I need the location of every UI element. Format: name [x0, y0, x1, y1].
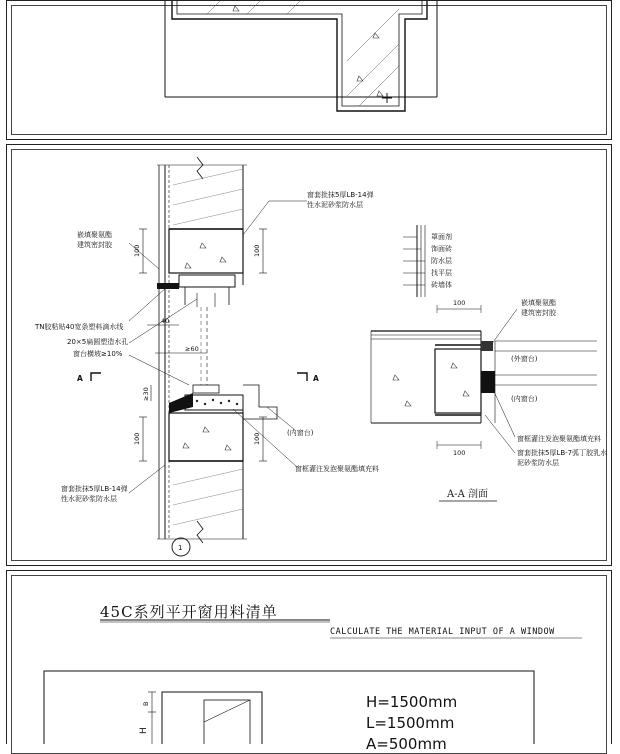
- label-paste-bottom: 窗套批抹5厚LB-14弹: [61, 485, 128, 493]
- section-title: A-A 剖面: [447, 489, 489, 500]
- section-paste-note2: 泥砂浆防水层: [517, 459, 559, 467]
- section-layer-5: 砖墙体: [431, 281, 452, 289]
- top-drawing-panel: [6, 0, 612, 140]
- dim-100-upper-left: 100: [133, 244, 141, 257]
- detail-number: 1: [178, 544, 183, 552]
- dim-100-lower-left: 100: [133, 432, 141, 445]
- axis-b-label: B: [142, 701, 150, 706]
- spec-a: A=500mm: [366, 735, 447, 753]
- section-layer-4: 找平层: [431, 269, 452, 277]
- label-paste-bottom2: 性水泥砂浆防水层: [61, 495, 117, 503]
- material-panel: [6, 570, 612, 744]
- material-title-en: CALCULATE THE MATERIAL INPUT OF A WINDOW: [330, 627, 555, 637]
- section-embed-seal2: 建筑密封胶: [521, 309, 556, 317]
- section-dim-top: 100: [453, 299, 466, 307]
- dim-40: 40: [161, 317, 170, 325]
- detail-drawing-svg: [7, 145, 613, 567]
- label-paste-top: 窗套批抹5厚LB-14弹: [307, 191, 374, 199]
- section-mark-a-left: A: [77, 374, 83, 383]
- section-layer-1: 罩面剂: [431, 233, 452, 241]
- top-drawing-svg: [7, 1, 613, 141]
- dim-100-upper-right: 100: [253, 244, 261, 257]
- section-paste-note: 窗套批抹5厚LB-7弧丁胶乳水: [517, 449, 608, 457]
- spec-length: L=1500mm: [366, 714, 455, 732]
- label-embed-seal2: 建筑密封胶: [77, 241, 112, 249]
- dim-100-lower-right: 100: [253, 432, 261, 445]
- spec-height: H=1500mm: [366, 693, 458, 711]
- label-sill-slope: 窗台横坡≥10%: [73, 350, 123, 358]
- label-tn-paste: TN胶粘贴40宽条塑料滴水线: [35, 323, 124, 331]
- section-outer-sill: (外窗台): [511, 355, 538, 363]
- section-dim-bottom: 100: [453, 449, 466, 457]
- label-paste-top2: 性水泥砂浆防水层: [307, 201, 363, 209]
- label-inner-sill: (内窗台): [287, 429, 314, 437]
- label-drain-hole: 20×5扁圆塑造水孔: [67, 338, 129, 346]
- dim-30: ≥30: [142, 387, 150, 401]
- label-frame-foam: 窗框灌注发泡聚氨酯填充料: [295, 465, 379, 473]
- section-inner-sill: (内窗台): [511, 395, 538, 403]
- label-embed-seal: 嵌填聚氨酯: [77, 231, 112, 239]
- section-layer-3: 防水层: [431, 257, 452, 265]
- section-embed-seal: 嵌填聚氨酯: [521, 299, 556, 307]
- material-title-cn: 45C系列平开窗用料清单: [100, 603, 278, 621]
- detail-drawing-panel: [6, 144, 612, 566]
- section-layer-2: 饰面砖: [431, 245, 452, 253]
- section-mark-a-right: A: [313, 374, 319, 383]
- section-frame-foam: 窗框灌注发泡聚氨酯填充料: [517, 435, 601, 443]
- axis-h-label: H: [139, 727, 149, 734]
- dim-60: ≥60: [185, 345, 199, 353]
